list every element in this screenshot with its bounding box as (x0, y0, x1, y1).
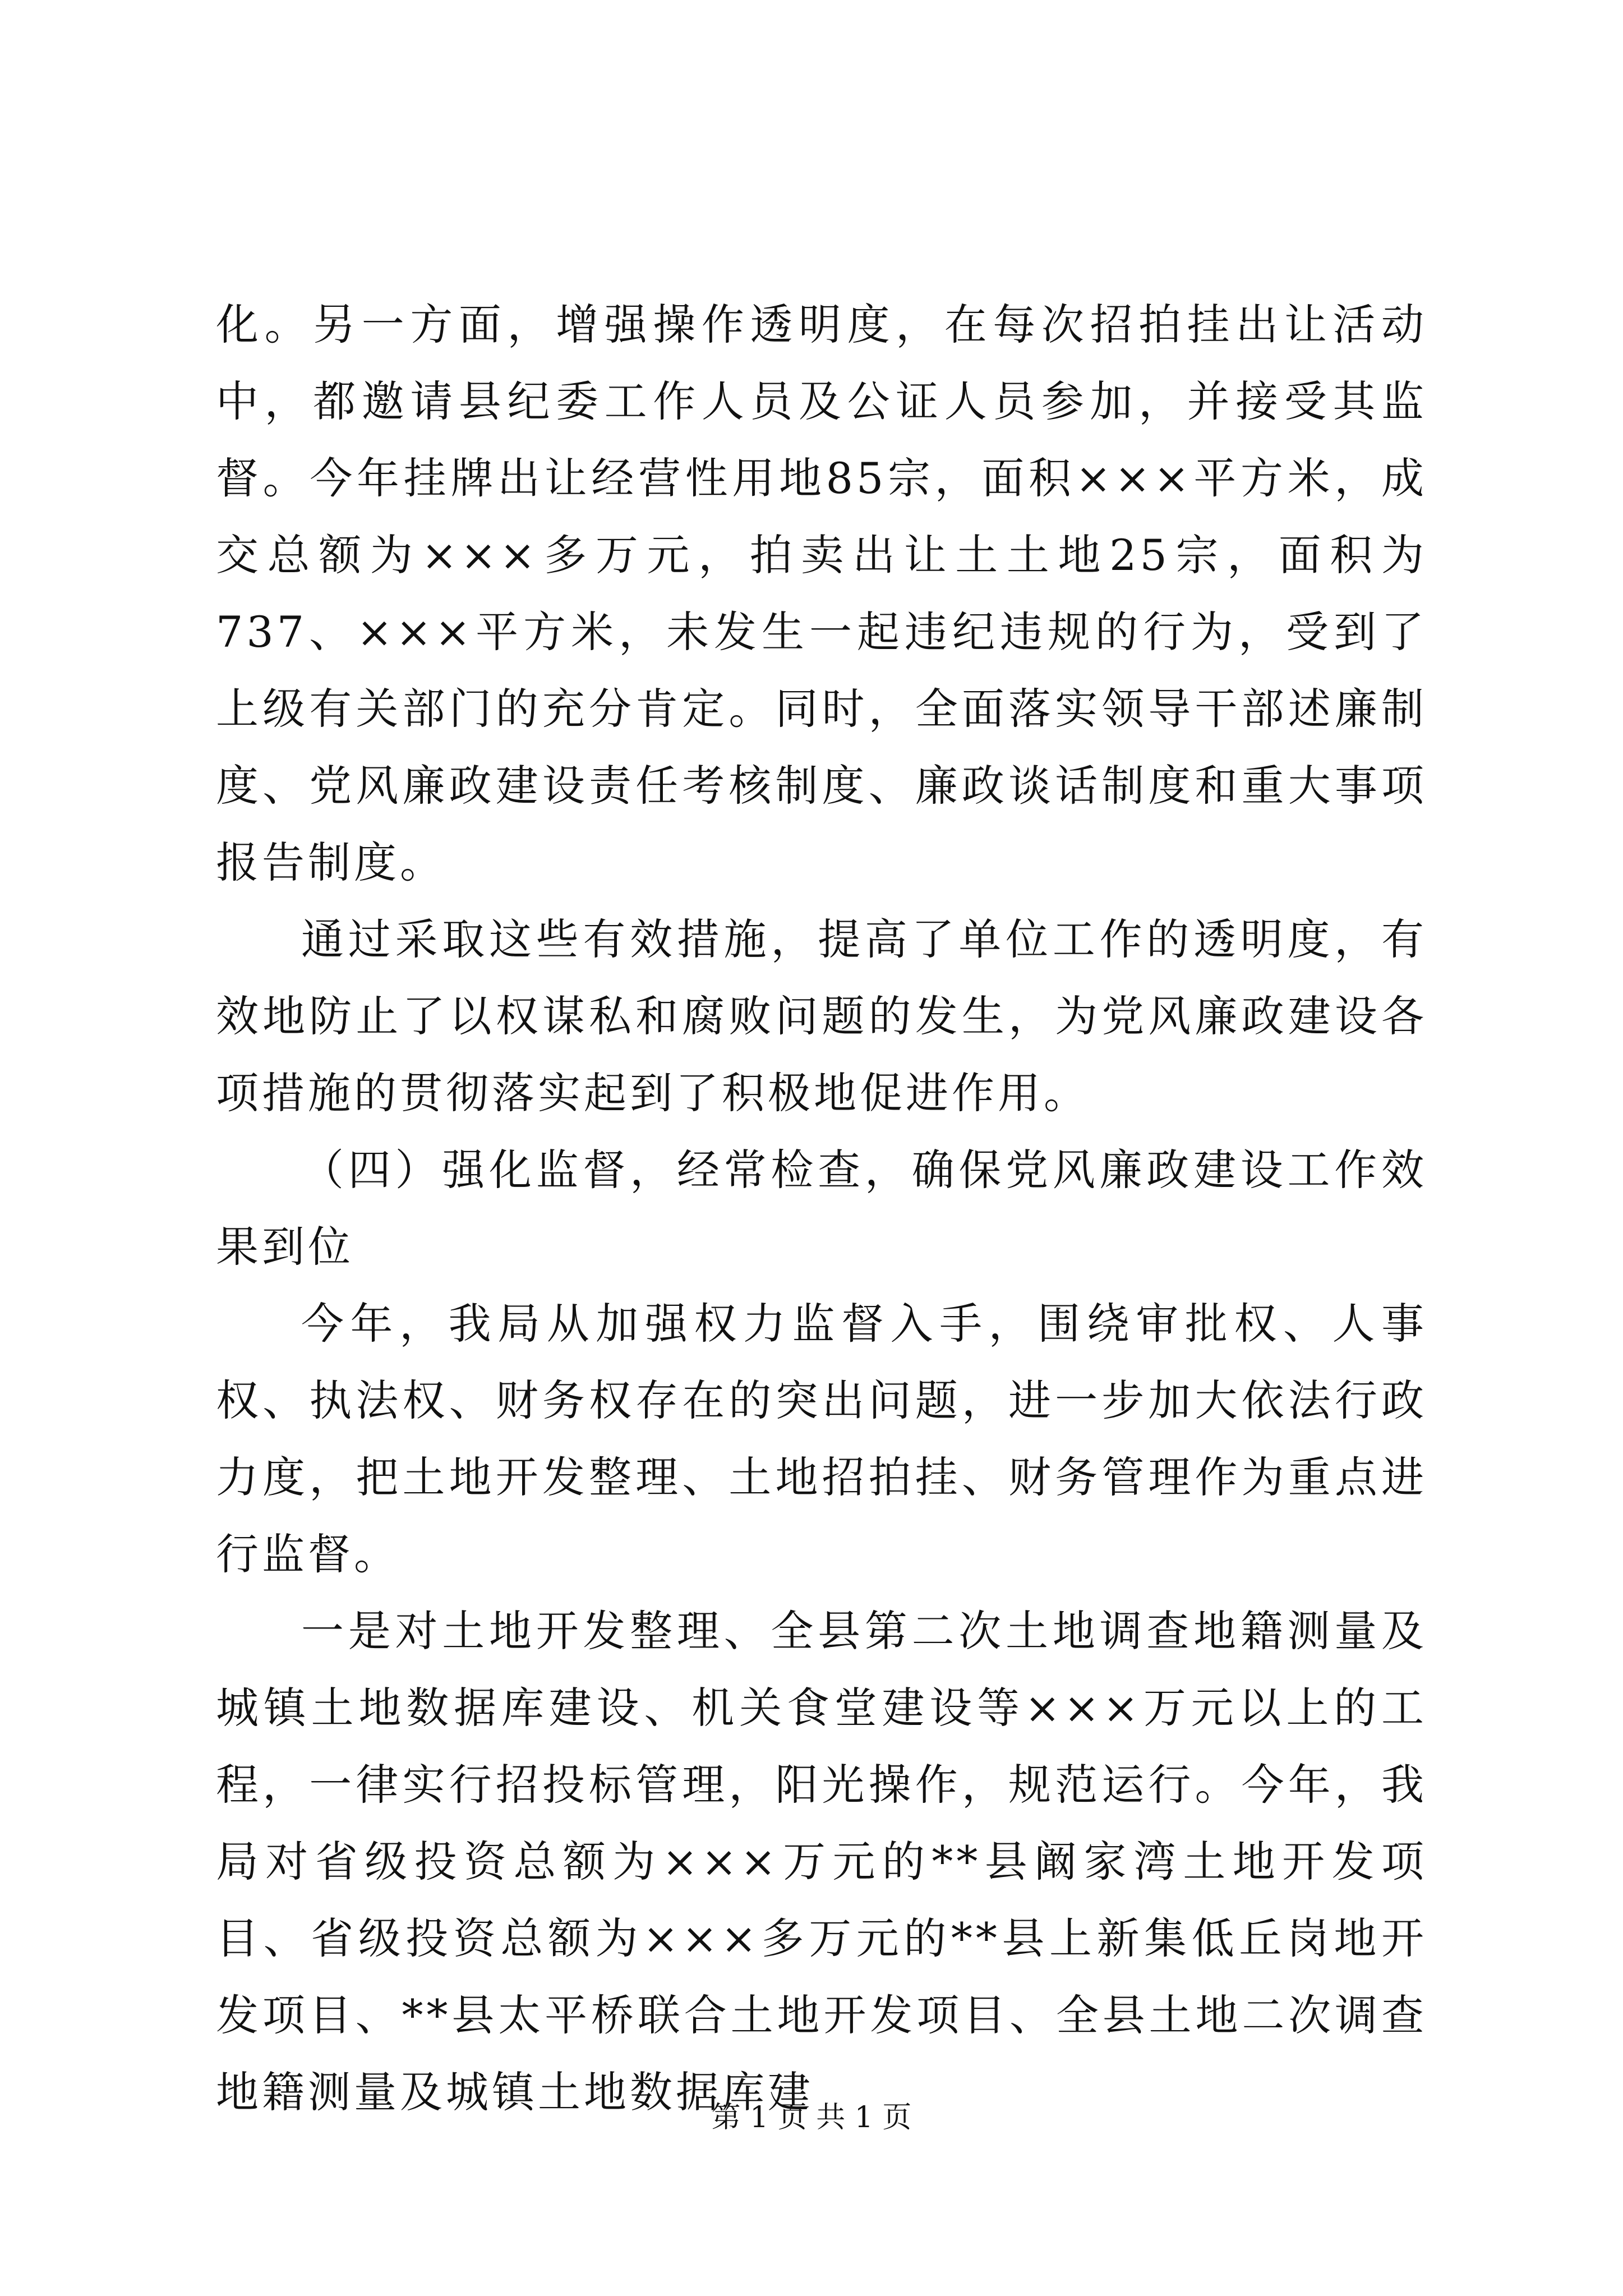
document-body (216, 286, 1427, 2131)
paragraph-continuation: 化。另一方面，增强操作透明度，在每次招拍挂出让活动中，都邀请县纪委工作人员及公证人员参加，并接受其监督。今年挂牌出让经营性用地85宗，面积×××平方米，成交总额为×××多万元，拍卖出让土土地25宗，面积为737、×××平方米，未发生一起违纪违规的行为，受到了上级有关部门的充分肯定。同时，全面落实领导干部述廉制度、党风廉政建设责任考核制度、廉政谈话制度和重大事项报告制度。 (216, 300, 1427, 887)
paragraph-point-one: 一是对土地开发整理、全县第二次土地调查地籍测量及城镇土地数据库建设、机关食堂建设等×××万元以上的工程，一律实行招投标管理，阳光操作，规范运行。今年，我局对省级投资总额为×××万元的**县阚家湾土地开发项目、省级投资总额为×××多万元的**县上新集低丘岗地开发项目、**县太平桥联合土地开发项目、全县土地二次调查地籍测量及城镇土地数据库建 (216, 1606, 1427, 2117)
page-footer: 第 1 页 共 1 页 (711, 2101, 912, 2134)
paragraph-measures-effect: 通过采取这些有效措施，提高了单位工作的透明度，有效地防止了以权谋私和腐败问题的发生，为党风廉政建设各项措施的贯彻落实起到了积极地促进作用。 (216, 914, 1427, 1118)
paragraph-supervision: 今年，我局从加强权力监督入手，围绕审批权、人事权、执法权、财务权存在的突出问题，进一步加大依法行政力度，把土地开发整理、土地招拍挂、财务管理作为重点进行监督。 (216, 1299, 1427, 1579)
section-heading-four: （四）强化监督，经常检查，确保党风廉政建设工作效果到位 (216, 1145, 1427, 1272)
